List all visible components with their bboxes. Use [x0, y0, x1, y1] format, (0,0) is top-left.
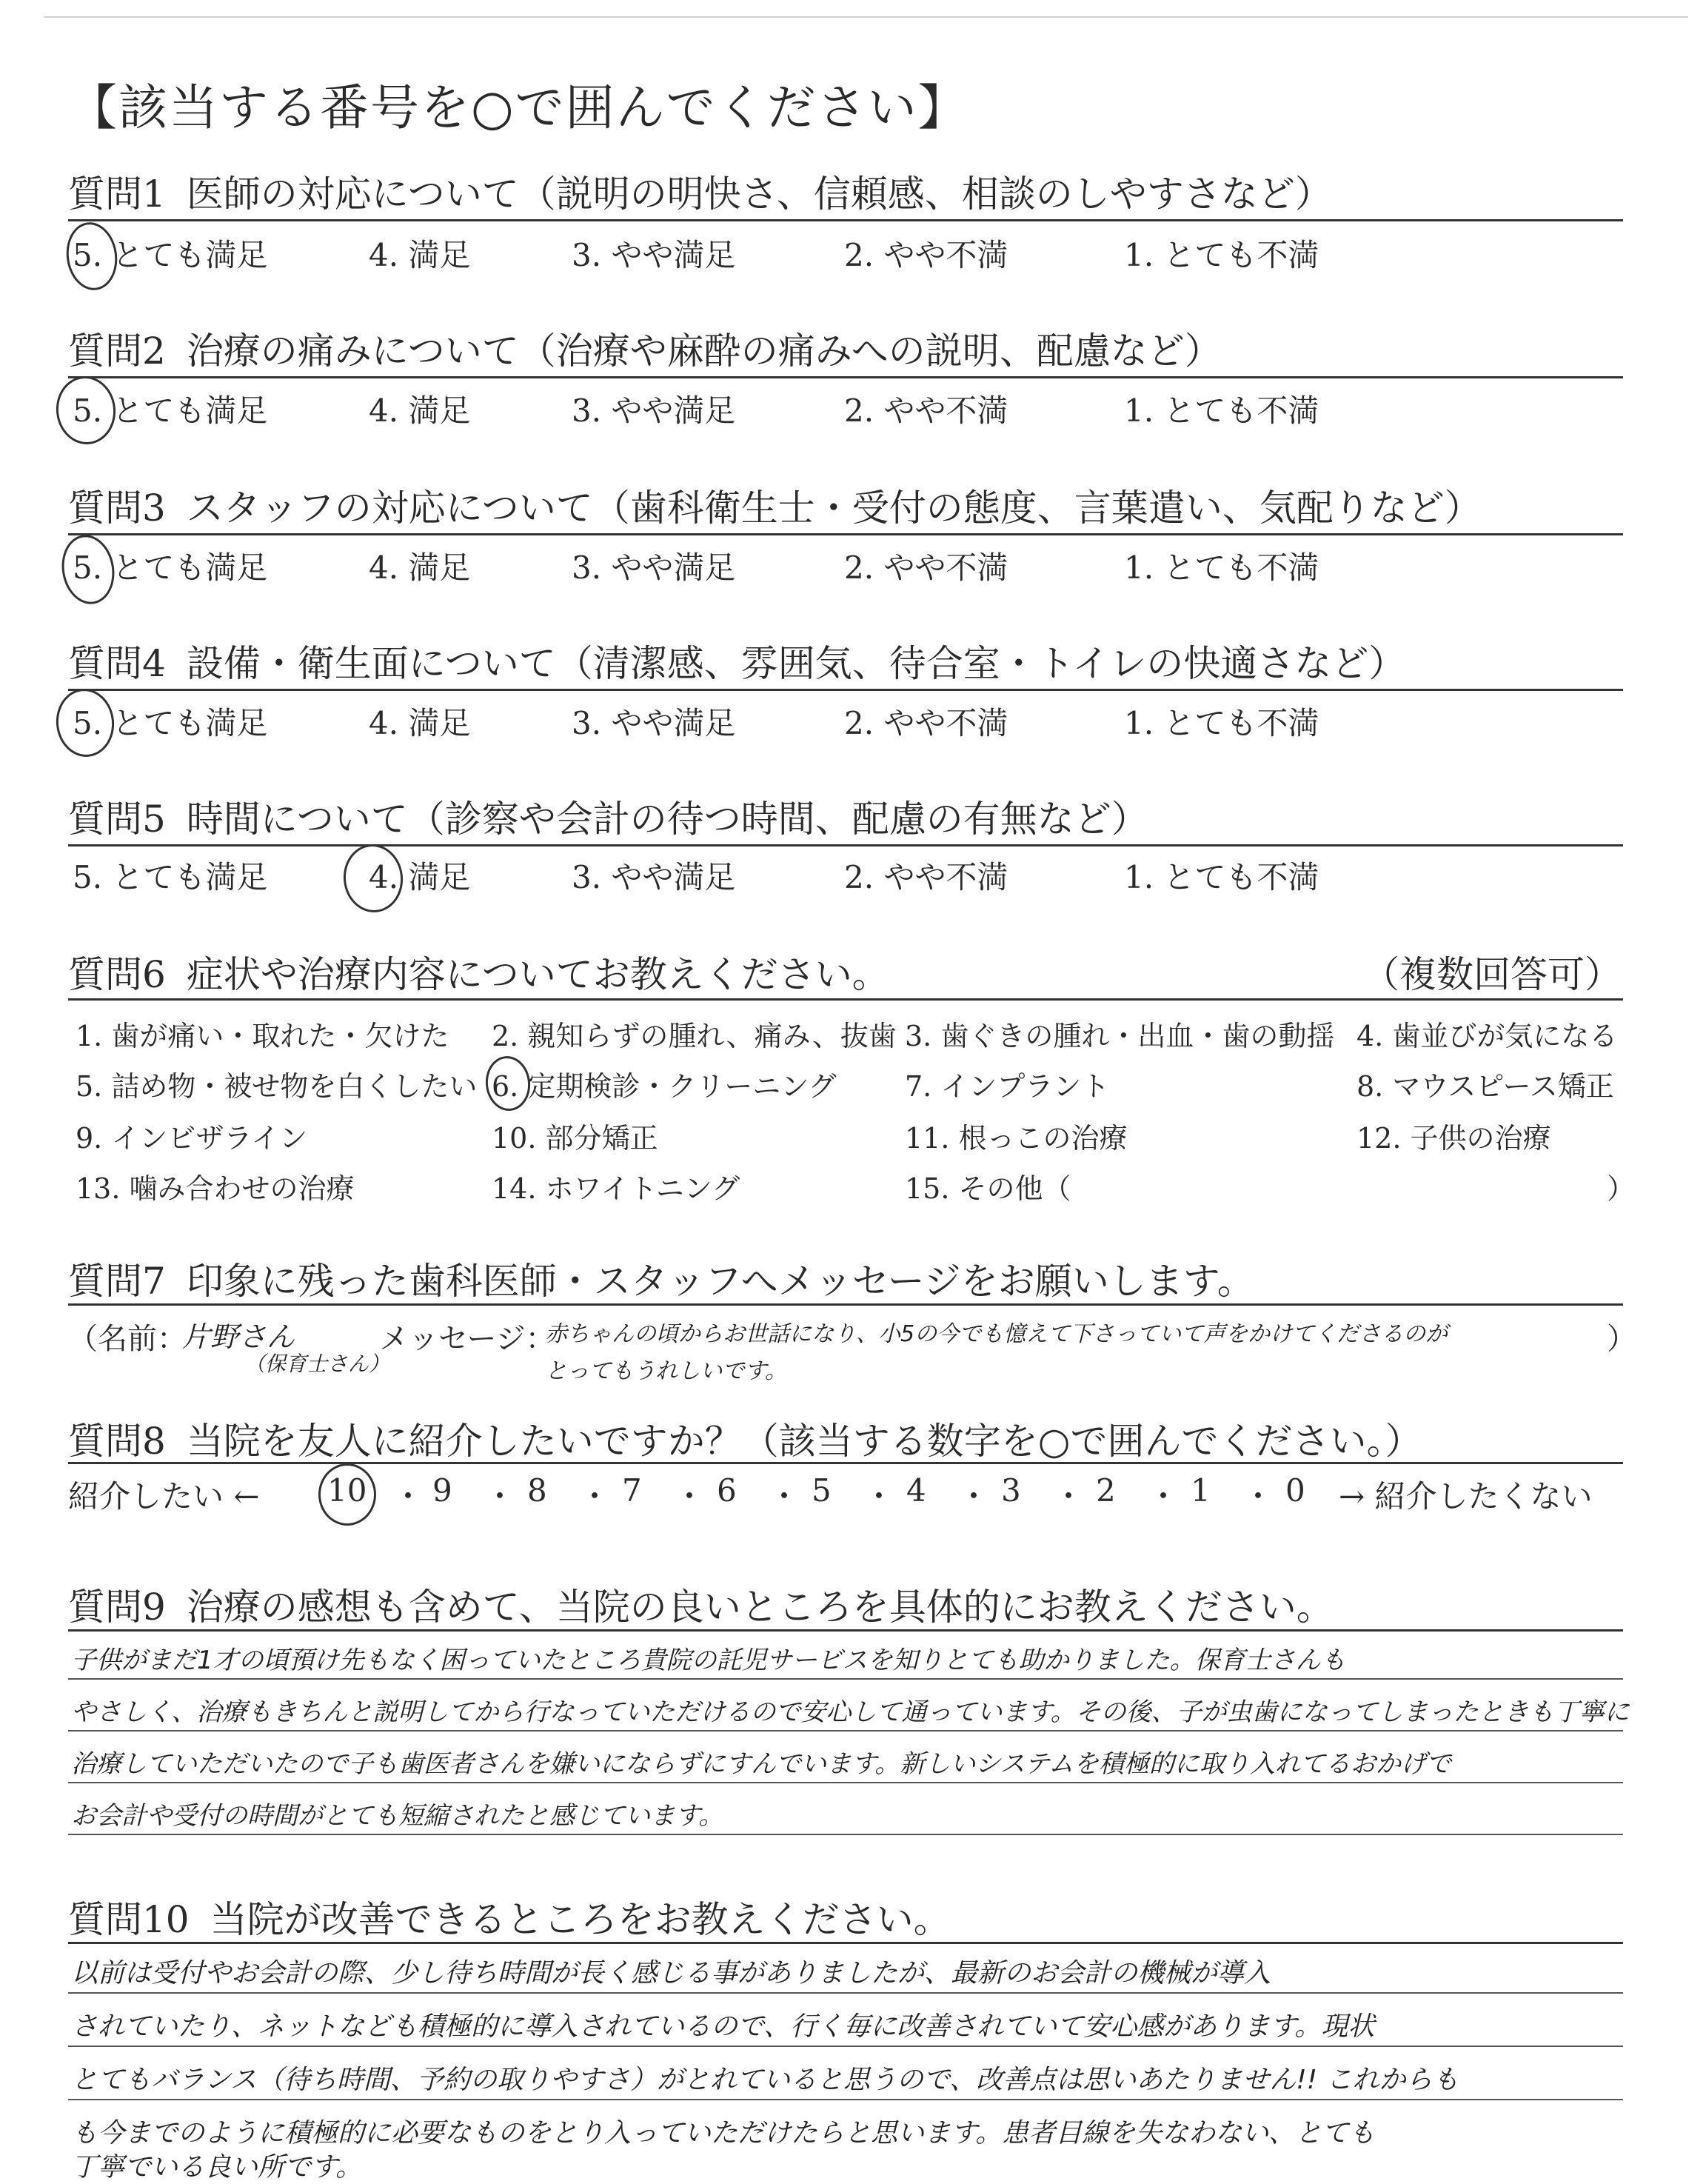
question-text: 当院が改善できるところをお教えください。 — [210, 1898, 951, 1941]
question-number: 質問10 — [68, 1898, 190, 1941]
q3-option-4[interactable]: 4. 満足 — [369, 550, 471, 586]
answer-rule — [68, 2046, 1623, 2047]
question-number: 質問7 — [68, 1260, 166, 1303]
q6-item-10[interactable]: 10. 部分矯正 — [492, 1122, 658, 1155]
page-title: 【該当する番号を○で囲んでください】 — [68, 79, 969, 136]
question-9-rule — [68, 1629, 1623, 1632]
q6-item-3[interactable]: 3. 歯ぐきの腫れ・出血・歯の動揺 — [905, 1020, 1335, 1052]
message-line-2: とってもうれしいです。 — [545, 1358, 787, 1384]
question-6-rule — [68, 998, 1623, 1001]
question-text: 当院を友人に紹介したいですか？（該当する数字を○で囲んでください。） — [186, 1420, 1422, 1463]
q2-option-5[interactable]: 5. とても満足 — [73, 393, 268, 429]
q10-answer-line-4: も今までのように積極的に必要なものをとり入っていただけたらと思います。患者目線を失なわない、とても — [71, 2118, 1376, 2148]
scale-dot: ・ — [579, 1478, 611, 1515]
q3-option-2[interactable]: 2. やや不満 — [844, 550, 1008, 586]
question-8-rule — [68, 1462, 1623, 1464]
q4-option-1[interactable]: 1. とても不満 — [1124, 705, 1319, 741]
q10-answer-line-3: とてもバランス（待ち時間、予約の取りやすさ）がとれていると思うので、改善点は思いあたりません!! これからも — [71, 2065, 1459, 2095]
q10-answer-line-5: 丁寧でいる良い所です。 — [71, 2152, 363, 2183]
q6-item-1[interactable]: 1. 歯が痛い・取れた・欠けた — [76, 1020, 449, 1052]
answer-rule — [68, 1730, 1623, 1731]
question-1-rule — [68, 219, 1623, 221]
q6-item-5[interactable]: 5. 詰め物・被せ物を白くしたい — [76, 1070, 478, 1103]
question-7-rule — [68, 1303, 1623, 1306]
q6-item-13[interactable]: 13. 噛み合わせの治療 — [76, 1172, 355, 1205]
q5-option-1[interactable]: 1. とても不満 — [1124, 859, 1319, 895]
q9-answer-line-3: 治療していただいたので子も歯医者さんを嫌いにならずにすんでいます。新しいシステムを積極的に取り入れてるおかげで — [71, 1749, 1451, 1779]
multi-answer-note: （複数回答可） — [1362, 953, 1622, 996]
question-text: スタッフの対応について（歯科衛生士・受付の態度、言葉遣い、気配りなど） — [186, 487, 1482, 530]
answer-rule — [68, 1678, 1623, 1680]
q3-option-5[interactable]: 5. とても満足 — [73, 550, 268, 586]
q3-option-3[interactable]: 3. やや満足 — [572, 550, 736, 586]
recommend-right-label: → 紹介したくない — [1339, 1478, 1593, 1515]
name-value: 片野さん — [182, 1320, 295, 1353]
answer-rule — [68, 1782, 1623, 1783]
scale-dot: ・ — [1242, 1478, 1274, 1515]
scale-10[interactable]: 10 — [327, 1472, 367, 1509]
name-sub: （保育士さん） — [244, 1352, 390, 1376]
question-10-rule — [68, 1942, 1623, 1944]
question-text: 治療の感想も含めて、当院の良いところを具体的にお教えください。 — [186, 1586, 1334, 1629]
q1-option-3[interactable]: 3. やや満足 — [572, 237, 736, 273]
q6-item-6[interactable]: 6. 定期検診・クリーニング — [492, 1070, 837, 1103]
question-number: 質問9 — [68, 1586, 166, 1629]
question-text: 印象に残った歯科医師・スタッフへメッセージをお願いします。 — [186, 1260, 1254, 1303]
q6-item-7[interactable]: 7. インプラント — [905, 1070, 1110, 1103]
question-number: 質問4 — [68, 642, 166, 685]
question-text: 時間について（診察や会計の待つ時間、配慮の有無など） — [186, 798, 1148, 841]
q9-answer-line-2: やさしく、治療もきちんと説明してから行なっていただけるので安心して通っています。その後、子が虫歯になってしまったときも丁寧に — [71, 1697, 1630, 1727]
q5-option-3[interactable]: 3. やや満足 — [572, 859, 736, 895]
question-text: 医師の対応について（説明の明快さ、信頼感、相談のしやすさなど） — [186, 173, 1332, 216]
question-5-title — [68, 789, 1148, 843]
q1-option-4[interactable]: 4. 満足 — [369, 237, 471, 273]
q3-option-1[interactable]: 1. とても不満 — [1124, 550, 1319, 586]
q9-answer-line-4: お会計や受付の時間がとても短縮されたと感じています。 — [71, 1801, 724, 1831]
scale-6[interactable]: 6 — [717, 1472, 737, 1509]
q6-other-close: ） — [1607, 1172, 1636, 1205]
q4-option-5[interactable]: 5. とても満足 — [73, 705, 268, 741]
q2-option-1[interactable]: 1. とても不満 — [1124, 393, 1319, 429]
scale-7[interactable]: 7 — [622, 1472, 642, 1509]
scale-9[interactable]: 9 — [432, 1472, 452, 1509]
q4-option-2[interactable]: 2. やや不満 — [844, 705, 1008, 741]
scale-dot: ・ — [392, 1478, 424, 1515]
scale-dot: ・ — [1148, 1478, 1180, 1515]
q6-item-8[interactable]: 8. マウスピース矯正 — [1357, 1070, 1614, 1103]
q6-item-11[interactable]: 11. 根っこの治療 — [905, 1122, 1128, 1155]
question-text: 症状や治療内容についてお教えください。 — [186, 953, 889, 996]
message-label: メッセージ： — [379, 1322, 555, 1356]
q6-item-15[interactable]: 15. その他（ — [905, 1172, 1071, 1205]
question-2-rule — [68, 376, 1623, 378]
question-number: 質問1 — [68, 173, 166, 216]
question-4-rule — [68, 689, 1623, 691]
message-close: ） — [1607, 1322, 1636, 1356]
recommend-left-label: 紹介したい ← — [68, 1478, 260, 1515]
answer-rule — [68, 1992, 1623, 1994]
q4-option-3[interactable]: 3. やや満足 — [572, 705, 736, 741]
scale-3[interactable]: 3 — [1001, 1472, 1021, 1509]
name-label: （名前： — [68, 1322, 187, 1356]
scale-dot: ・ — [769, 1478, 800, 1515]
q5-option-4[interactable]: 4. 満足 — [369, 859, 471, 895]
question-number: 質問3 — [68, 487, 166, 530]
question-6-title — [68, 945, 889, 998]
question-number: 質問8 — [68, 1420, 166, 1463]
question-number: 質問5 — [68, 798, 166, 841]
q5-option-2[interactable]: 2. やや不満 — [844, 859, 1008, 895]
question-5-rule — [68, 844, 1623, 846]
question-4-title — [68, 634, 1405, 687]
scale-1[interactable]: 1 — [1191, 1472, 1211, 1509]
question-7-title — [68, 1252, 1254, 1305]
q5-option-5[interactable]: 5. とても満足 — [73, 859, 268, 895]
page-edge-line — [44, 16, 1688, 18]
question-3-title — [68, 478, 1482, 532]
answer-rule — [68, 1834, 1623, 1835]
q6-item-2[interactable]: 2. 親知らずの腫れ、痛み、抜歯 — [492, 1020, 897, 1052]
scale-5[interactable]: 5 — [812, 1472, 832, 1509]
question-1-title — [68, 164, 1332, 218]
q6-item-4[interactable]: 4. 歯並びが気になる — [1357, 1020, 1618, 1052]
q2-option-3[interactable]: 3. やや満足 — [572, 393, 736, 429]
scale-2[interactable]: 2 — [1096, 1472, 1116, 1509]
scale-dot: ・ — [484, 1478, 516, 1515]
q2-option-2[interactable]: 2. やや不満 — [844, 393, 1008, 429]
scale-8[interactable]: 8 — [527, 1472, 547, 1509]
question-9-title — [68, 1577, 1334, 1631]
q10-answer-line-1: 以前は受付やお会計の際、少し待ち時間が長く感じる事がありましたが、最新のお会計の機械が導入 — [71, 1958, 1271, 1988]
scale-dot: ・ — [674, 1478, 706, 1515]
message-line-1: 赤ちゃんの頃からお世話になり、小5の今でも憶えて下さっていて声をかけてくださるのが — [545, 1321, 1448, 1347]
question-number: 質問2 — [68, 330, 166, 373]
question-2-title — [68, 321, 1222, 375]
q6-item-12[interactable]: 12. 子供の治療 — [1357, 1122, 1551, 1155]
q1-option-5[interactable]: 5. とても満足 — [73, 237, 268, 273]
q1-option-2[interactable]: 2. やや不満 — [844, 237, 1008, 273]
question-number: 質問6 — [68, 953, 166, 996]
q4-option-4[interactable]: 4. 満足 — [369, 705, 471, 741]
scale-0[interactable]: 0 — [1285, 1472, 1305, 1509]
q9-answer-line-1: 子供がまだ1才の頃預け先もなく困っていたところ貴院の託児サービスを知りとても助かりました。保育士さんも — [71, 1646, 1346, 1675]
q2-option-4[interactable]: 4. 満足 — [369, 393, 471, 429]
question-text: 設備・衛生面について（清潔感、雰囲気、待合室・トイレの快適さなど） — [186, 642, 1406, 685]
question-10-title — [68, 1890, 951, 1943]
scale-dot: ・ — [1053, 1478, 1085, 1515]
question-text: 治療の痛みについて（治療や麻酔の痛みへの説明、配慮など） — [186, 330, 1222, 373]
question-8-title — [68, 1412, 1422, 1465]
question-3-rule — [68, 533, 1623, 535]
scale-dot: ・ — [958, 1478, 990, 1515]
q1-option-1[interactable]: 1. とても不満 — [1124, 237, 1319, 273]
q6-item-9[interactable]: 9. インビザライン — [76, 1122, 308, 1155]
q10-answer-line-2: されていたり、ネットなども積極的に導入されているので、行く毎に改善されていて安心感があります。現状 — [71, 2011, 1375, 2042]
scale-4[interactable]: 4 — [906, 1472, 926, 1509]
answer-rule — [68, 2099, 1623, 2100]
q6-item-14[interactable]: 14. ホワイトニング — [492, 1172, 740, 1205]
scale-dot: ・ — [863, 1478, 895, 1515]
